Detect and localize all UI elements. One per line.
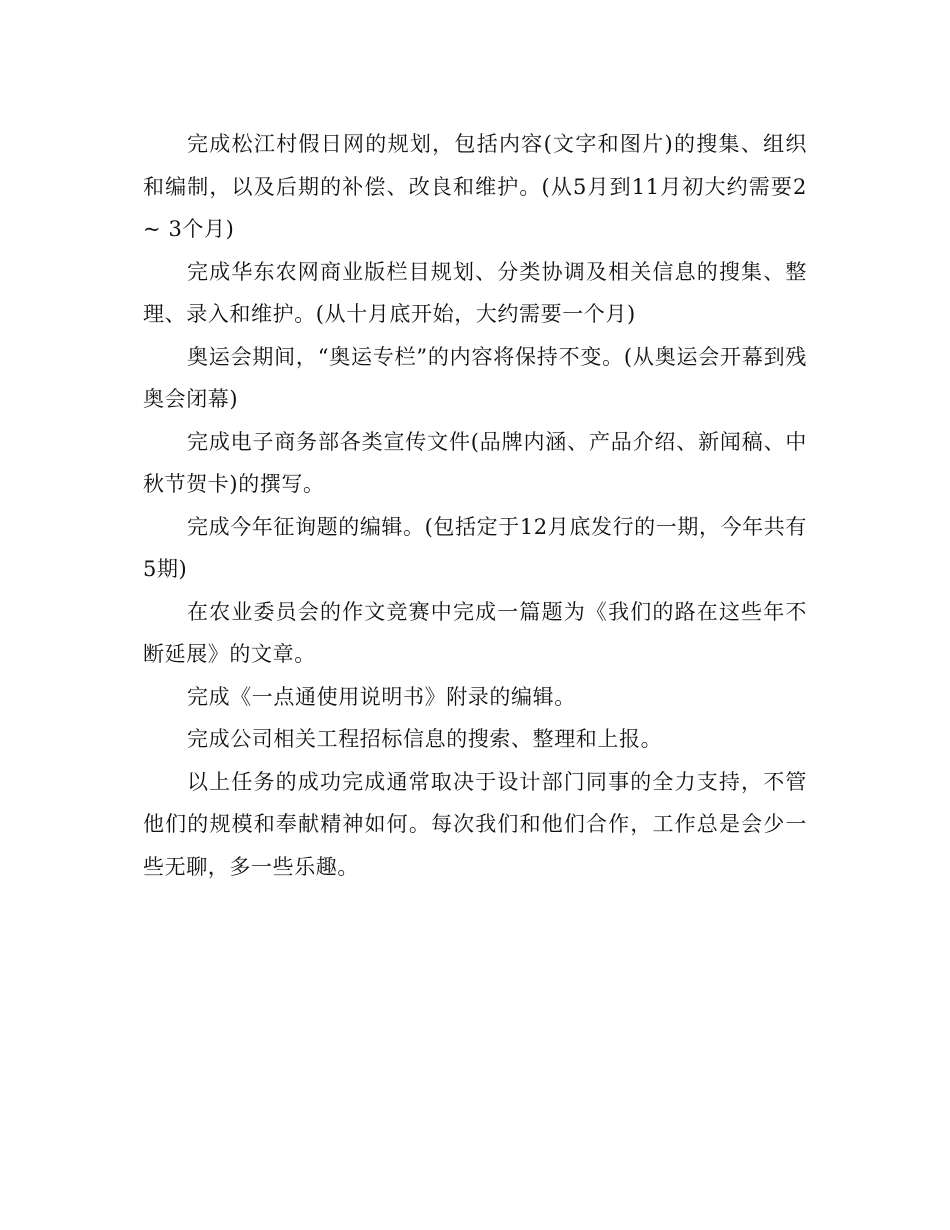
paragraph-essay-competition: 在农业委员会的作文竞赛中完成一篇题为《我们的路在这些年不断延展》的文章。 xyxy=(143,599,807,666)
paragraph-songjiang-holiday-site: 完成松江村假日网的规划，包括内容(文字和图片)的搜集、组织和编制，以及后期的补偿、改良和维护。(从5月到11月初大约需要2~ 3个月) xyxy=(143,132,807,241)
paragraph-survey-editing: 完成今年征询题的编辑。(包括定于12月底发行的一期，今年共有5期) xyxy=(143,514,807,581)
paragraph-olympic-column: 奥运会期间，“奥运专栏”的内容将保持不变。(从奥运会开幕到残奥会闭幕) xyxy=(143,344,807,411)
paragraph-summary-thanks: 以上任务的成功完成通常取决于设计部门同事的全力支持，不管他们的规模和奉献精神如何。每次我们和他们合作，工作总是会少一些无聊，多一些乐趣。 xyxy=(143,769,807,879)
paragraph-manual-appendix: 完成《一点通使用说明书》附录的编辑。 xyxy=(187,684,576,709)
document-body xyxy=(143,123,807,888)
paragraph-bidding-info: 完成公司相关工程招标信息的搜索、整理和上报。 xyxy=(187,727,663,751)
paragraph-east-china-agri-net: 完成华东农网商业版栏目规划、分类协调及相关信息的搜集、整理、录入和维护。(从十月底开始，大约需要一个月) xyxy=(143,259,807,326)
paragraph-ecommerce-publicity: 完成电子商务部各类宣传文件(品牌内涵、产品介绍、新闻稿、中秋节贺卡)的撰写。 xyxy=(143,429,807,496)
